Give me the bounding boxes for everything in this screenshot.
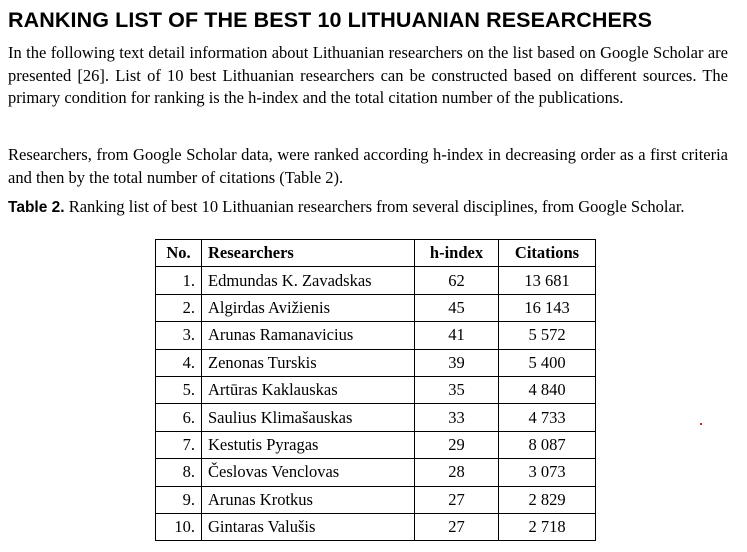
researcher-name: Algirdas Avižienis [202, 294, 415, 321]
citations-value: 3 073 [499, 459, 596, 486]
citations-value: 5 400 [499, 349, 596, 376]
h-index-value: 28 [415, 459, 499, 486]
h-index-value: 35 [415, 376, 499, 403]
table-row [156, 294, 596, 321]
researcher-name: Arunas Ramanavicius [202, 322, 415, 349]
h-index-value: 33 [415, 404, 499, 431]
h-index-value: 45 [415, 294, 499, 321]
researcher-name: Gintaras Valušis [202, 513, 415, 540]
stray-red-dot [700, 423, 702, 425]
ranking-table [155, 239, 596, 541]
citations-value: 4 840 [499, 376, 596, 403]
row-number: 10. [156, 513, 202, 540]
table-row [156, 322, 596, 349]
method-paragraph: Researchers, from Google Scholar data, were ranked according h-index in decreasing order as a first criteria and then by the total number of citations (Table 2). [8, 145, 728, 187]
researcher-name: Arunas Krotkus [202, 486, 415, 513]
row-number: 1. [156, 267, 202, 294]
researcher-name: Artūras Kaklauskas [202, 376, 415, 403]
table-row [156, 267, 596, 294]
h-index-value: 41 [415, 322, 499, 349]
header-h-index: h-index [415, 240, 499, 267]
row-number: 4. [156, 349, 202, 376]
table-row [156, 459, 596, 486]
table-caption-label: Table 2. [8, 199, 65, 216]
intro-paragraph: In the following text detail information about Lithuanian researchers on the list based on Google Scholar are presented [26]. List of 10 best Lithuanian researchers can be constructed based on different sources. The primary condition for ranking is the h-index and the total citation number of the publications. [8, 43, 728, 107]
table-row [156, 486, 596, 513]
table-row [156, 431, 596, 458]
table-caption-text: Ranking list of best 10 Lithuanian researchers from several disciplines, from Google Scholar. [64, 197, 685, 216]
header-citations: Citations [499, 240, 596, 267]
table-row [156, 404, 596, 431]
researcher-name: Zenonas Turskis [202, 349, 415, 376]
table-row [156, 349, 596, 376]
citations-value: 2 718 [499, 513, 596, 540]
researcher-name: Kestutis Pyragas [202, 431, 415, 458]
h-index-value: 39 [415, 349, 499, 376]
researcher-name: Saulius Klimašauskas [202, 404, 415, 431]
row-number: 9. [156, 486, 202, 513]
citations-value: 5 572 [499, 322, 596, 349]
header-no: No. [156, 240, 202, 267]
h-index-value: 29 [415, 431, 499, 458]
row-number: 8. [156, 459, 202, 486]
citations-value: 13 681 [499, 267, 596, 294]
section-heading: RANKING LIST OF THE BEST 10 LITHUANIAN RESEARCHERS [8, 8, 653, 32]
row-number: 7. [156, 431, 202, 458]
researcher-name: Edmundas K. Zavadskas [202, 267, 415, 294]
citations-value: 16 143 [499, 294, 596, 321]
table-row [156, 376, 596, 403]
table-header-row [156, 240, 596, 267]
row-number: 2. [156, 294, 202, 321]
h-index-value: 27 [415, 513, 499, 540]
row-number: 3. [156, 322, 202, 349]
table-caption [8, 196, 728, 220]
row-number: 6. [156, 404, 202, 431]
h-index-value: 27 [415, 486, 499, 513]
row-number: 5. [156, 376, 202, 403]
h-index-value: 62 [415, 267, 499, 294]
citations-value: 2 829 [499, 486, 596, 513]
citations-value: 8 087 [499, 431, 596, 458]
header-researchers: Researchers [202, 240, 415, 267]
researcher-name: Česlovas Venclovas [202, 459, 415, 486]
table-row [156, 513, 596, 540]
citations-value: 4 733 [499, 404, 596, 431]
